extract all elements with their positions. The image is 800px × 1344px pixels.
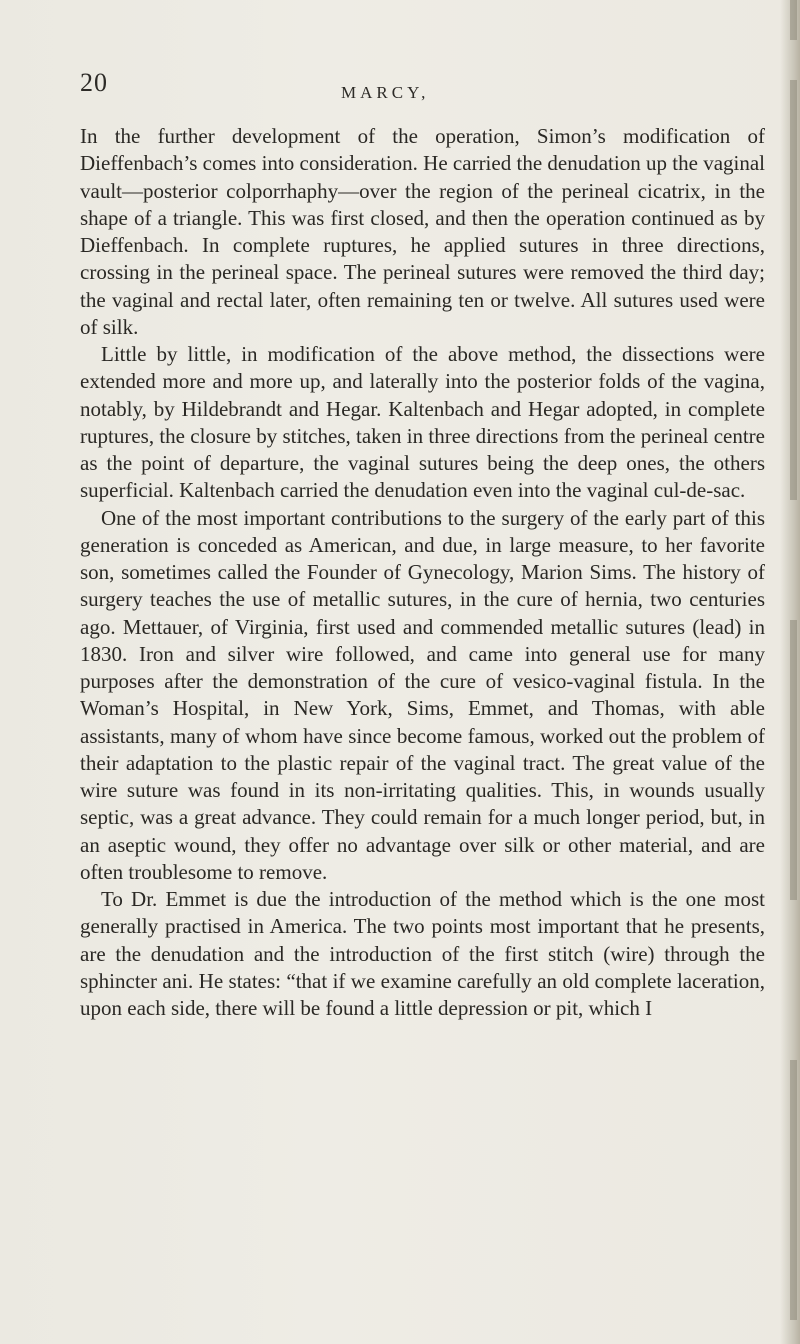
page-number: 20	[80, 68, 108, 97]
paragraph: To Dr. Emmet is due the introduction of the method which is the one most generally practised in America. The two points most important that he presents, are the denudation and the introduction of the first stitch (wire) through the sphincter ani. He states: “that if we examine carefully an old complete laceration, upon each side, there will be found a little depression or pit, which I	[80, 887, 765, 1020]
page-edge-mark	[790, 1060, 797, 1320]
paragraph: Little by little, in modification of the above method, the dissections were extended more and more up, and laterally into the posterior folds of the vagina, notably, by Hildebrandt and Hegar. Kaltenbach and Hegar adopted, in complete ruptures, the closure by stitches, taken in three directions from the perineal centre as the point of departure, the vaginal sutures being the deep ones, the others superficial. Kaltenbach carried the denudation even into the vaginal cul-de-sac.	[80, 342, 765, 503]
page-edge-mark	[790, 620, 797, 900]
page-edge-mark	[790, 80, 797, 500]
body-text	[80, 123, 765, 1022]
paragraph: One of the most important contributions to the surgery of the early part of this generation is conceded as American, and due, in large measure, to her favorite son, sometimes called the Founder of Gynecology, Marion Sims. The history of surgery teaches the use of metallic sutures, in the cure of hernia, two centuries ago. Mettauer, of Virginia, first used and commended metallic sutures (lead) in 1830. Iron and silver wire followed, and came into general use for many purposes after the demonstration of the cure of vesico-vaginal fistula. In the Woman’s Hospital, in New York, Sims, Emmet, and Thomas, with able assistants, many of whom have since become famous, worked out the problem of their adaptation to the plastic repair of the vaginal tract. The great value of the wire suture was found in its non-irritating qualities. This, in wounds usually septic, was a great advance. They could remain for a much longer period, but, in an aseptic wound, they offer no advantage over silk or other material, and are often troublesome to remove.	[80, 505, 765, 884]
page-edge-mark	[790, 0, 797, 40]
running-head: MARCY,	[341, 83, 430, 102]
paragraph: In the further development of the operation, Simon’s modification of Dieffenbach’s comes into consideration. He carried the denudation up the vaginal vault—posterior colporrhaphy—over the region of the perineal cicatrix, in the shape of a triangle. This was first closed, and then the operation continued as by Dieffenbach. In complete ruptures, he applied sutures in three directions, crossing in the perineal space. The perineal sutures were removed the third day; the vaginal and rectal later, often remaining ten or twelve. All sutures used were of silk.	[80, 124, 765, 339]
